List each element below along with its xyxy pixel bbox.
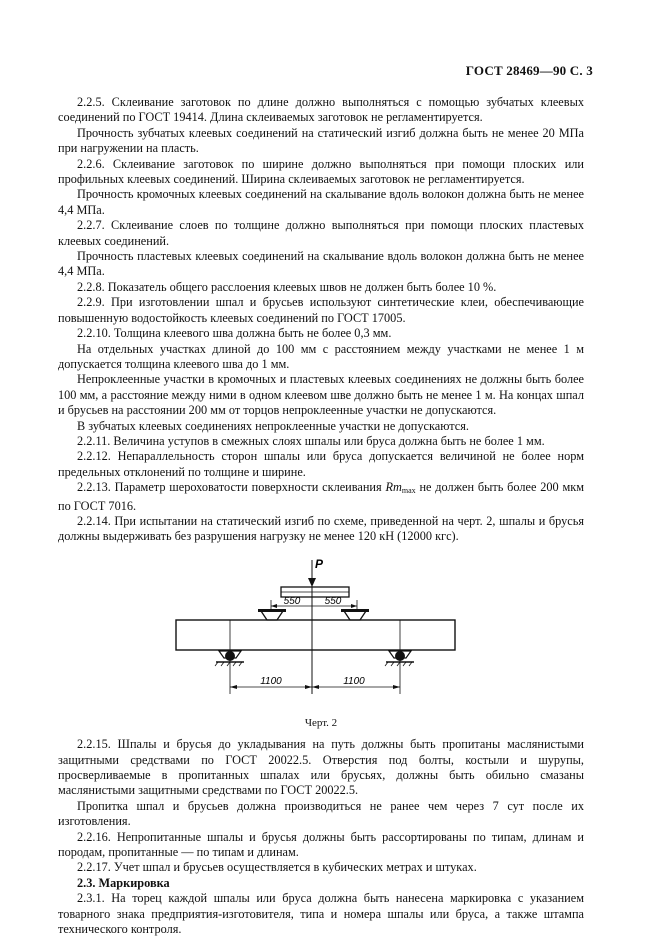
- specimen-sleeper: [176, 620, 455, 650]
- paragraph-2-2-13: [58, 480, 584, 514]
- paragraph-2-2-11: 2.2.11. Величина уступов в смежных слоях шпалы или бруса должна быть не более 1 мм.: [77, 433, 545, 448]
- document-body: [58, 95, 584, 937]
- paragraph-2-2-8: 2.2.8. Показатель общего расслоения клеевых швов не должен быть более 10 %.: [77, 279, 497, 294]
- paragraph-zubchatye-strength: Прочность зубчатых клеевых соединений на статический изгиб должна быть не менее 20 МПа при нагружении на пласть.: [58, 125, 584, 156]
- paragraph-2-2-9: 2.2.9. При изготовлении шпал и брусьев используют синтетические клеи, обеспечивающие повышенную водостойкость клеевых соединений по ГОСТ 17005.: [58, 295, 584, 325]
- paragraph-kromochnye-strength: Прочность кромочных клеевых соединений на скалывание вдоль волокон должна быть не менее 4,4 МПа.: [58, 187, 584, 217]
- roughness-subscript: max: [401, 486, 416, 496]
- upper-dim-arrow-right: [351, 604, 357, 608]
- lower-dim-arrow-center-r: [312, 685, 319, 689]
- bending-test-diagram: [58, 554, 584, 712]
- paragraph-plastevye-strength: Прочность пластевых клеевых соединений на скалывание вдоль волокон должна быть не менее 4,4 МПа.: [58, 249, 584, 279]
- lower-dim-arrow-right: [393, 685, 400, 689]
- lower-dim-arrow-center-l: [305, 685, 312, 689]
- p2213-before: 2.2.13. Параметр шероховатости поверхности склеивания: [77, 480, 386, 495]
- p2213-after: не должен быть более 200 мкм по ГОСТ 7016.: [58, 480, 585, 513]
- load-pad-left-base: [258, 609, 286, 612]
- paragraph-unglued-sections: Непроклеенные участки в кромочных и пластевых клеевых соединениях не должны быть более 100 мм, а расстояние между ними в одном клеевом шве должно быть не менее 1 м. На концах шпал и брусьев на расстоянии 200 мм от торцов непроклеенные участки не допускаются.: [58, 372, 584, 418]
- diagram-svg: [58, 554, 584, 712]
- page-header: ГОСТ 28469—90 С. 3: [465, 63, 593, 78]
- paragraph-impregnation-time: Пропитка шпал и брусьев должна производиться не ранее чем через 7 сут после их изготовления.: [58, 798, 584, 829]
- paragraph-2-2-5: 2.2.5. Склеивание заготовок по длине должно выполняться с помощью зубчатых клеевых соединений по ГОСТ 19414. Длина склеиваемых заготовок не регламентируется.: [58, 95, 584, 125]
- lower-dim-arrow-left: [230, 685, 237, 689]
- dim-upper-left: 550: [283, 595, 301, 607]
- paragraph-2-2-16: 2.2.16. Непропитанные шпалы и брусья должны быть рассортированы по типам, длинам и породам, пропитанные — по типам и длинам.: [58, 829, 584, 860]
- paragraph-2-3-1: 2.3.1. На торец каждой шпалы или бруса должна быть нанесена маркировка с указанием товарного знака предприятия-изготовителя, типа и номера шпалы или бруса, а также штампа технического контроля.: [58, 891, 584, 937]
- dim-lower-right: 1100: [343, 675, 365, 687]
- figure-caption: Черт. 2: [304, 716, 338, 729]
- support-roller-right: [395, 651, 405, 661]
- paragraph-2-2-15: 2.2.15. Шпалы и брусья до укладывания на путь должны быть пропитаны маслянистыми защитными средствами по ГОСТ 20022.5. Отверстия под болты, костыли и шурупы, просверливаемые в пропитанных шпалах или брусьях, должны быть обильно смазаны маслянистыми защитными средствами по ГОСТ 20022.5.: [58, 737, 584, 798]
- upper-dim-arrow-left: [271, 604, 277, 608]
- paragraph-2-2-12: 2.2.12. Непараллельность сторон шпалы или бруса допускается величиной не более норм предельных отклонений по толщине и ширине.: [58, 449, 584, 479]
- section-heading-marking: 2.3. Маркировка: [77, 875, 170, 890]
- load-label: P: [315, 556, 324, 571]
- paragraph-2-2-14: 2.2.14. При испытании на статический изгиб по схеме, приведенной на черт. 2, шпалы и брусья должны выдерживать без разрушения нагрузку не менее 120 кН (12000 кгс).: [58, 513, 584, 544]
- load-pad-right-base: [341, 609, 369, 612]
- roughness-symbol: Rm: [385, 480, 402, 495]
- paragraph-2-2-10: 2.2.10. Толщина клеевого шва должна быть не более 0,3 мм.: [77, 326, 392, 341]
- paragraph-2-2-7: 2.2.7. Склеивание слоев по толщине должно выполняться при помощи плоских пластевых клеевых соединений.: [58, 218, 584, 248]
- support-roller-left: [225, 651, 235, 661]
- dim-lower-left: 1100: [260, 675, 282, 687]
- load-pad-right: [344, 611, 366, 620]
- load-pad-left: [261, 611, 283, 620]
- paragraph-2-2-17: 2.2.17. Учет шпал и брусьев осуществляется в кубических метрах и штуках.: [77, 860, 477, 875]
- paragraph-2-2-6: 2.2.6. Склеивание заготовок по ширине должно выполняться при помощи плоских или профильных клеевых соединений. Ширина склеиваемых заготовок не регламентируется.: [58, 156, 584, 187]
- paragraph-zubchatye-unglued: В зубчатых клеевых соединениях непроклеенные участки не допускаются.: [77, 418, 469, 433]
- paragraph-glue-seam-sections: На отдельных участках длиной до 100 мм с расстоянием между участками не менее 1 м допускается толщина клеевого шва до 1 мм.: [58, 341, 584, 371]
- dim-upper-right: 550: [324, 595, 342, 607]
- load-arrow: [308, 578, 316, 587]
